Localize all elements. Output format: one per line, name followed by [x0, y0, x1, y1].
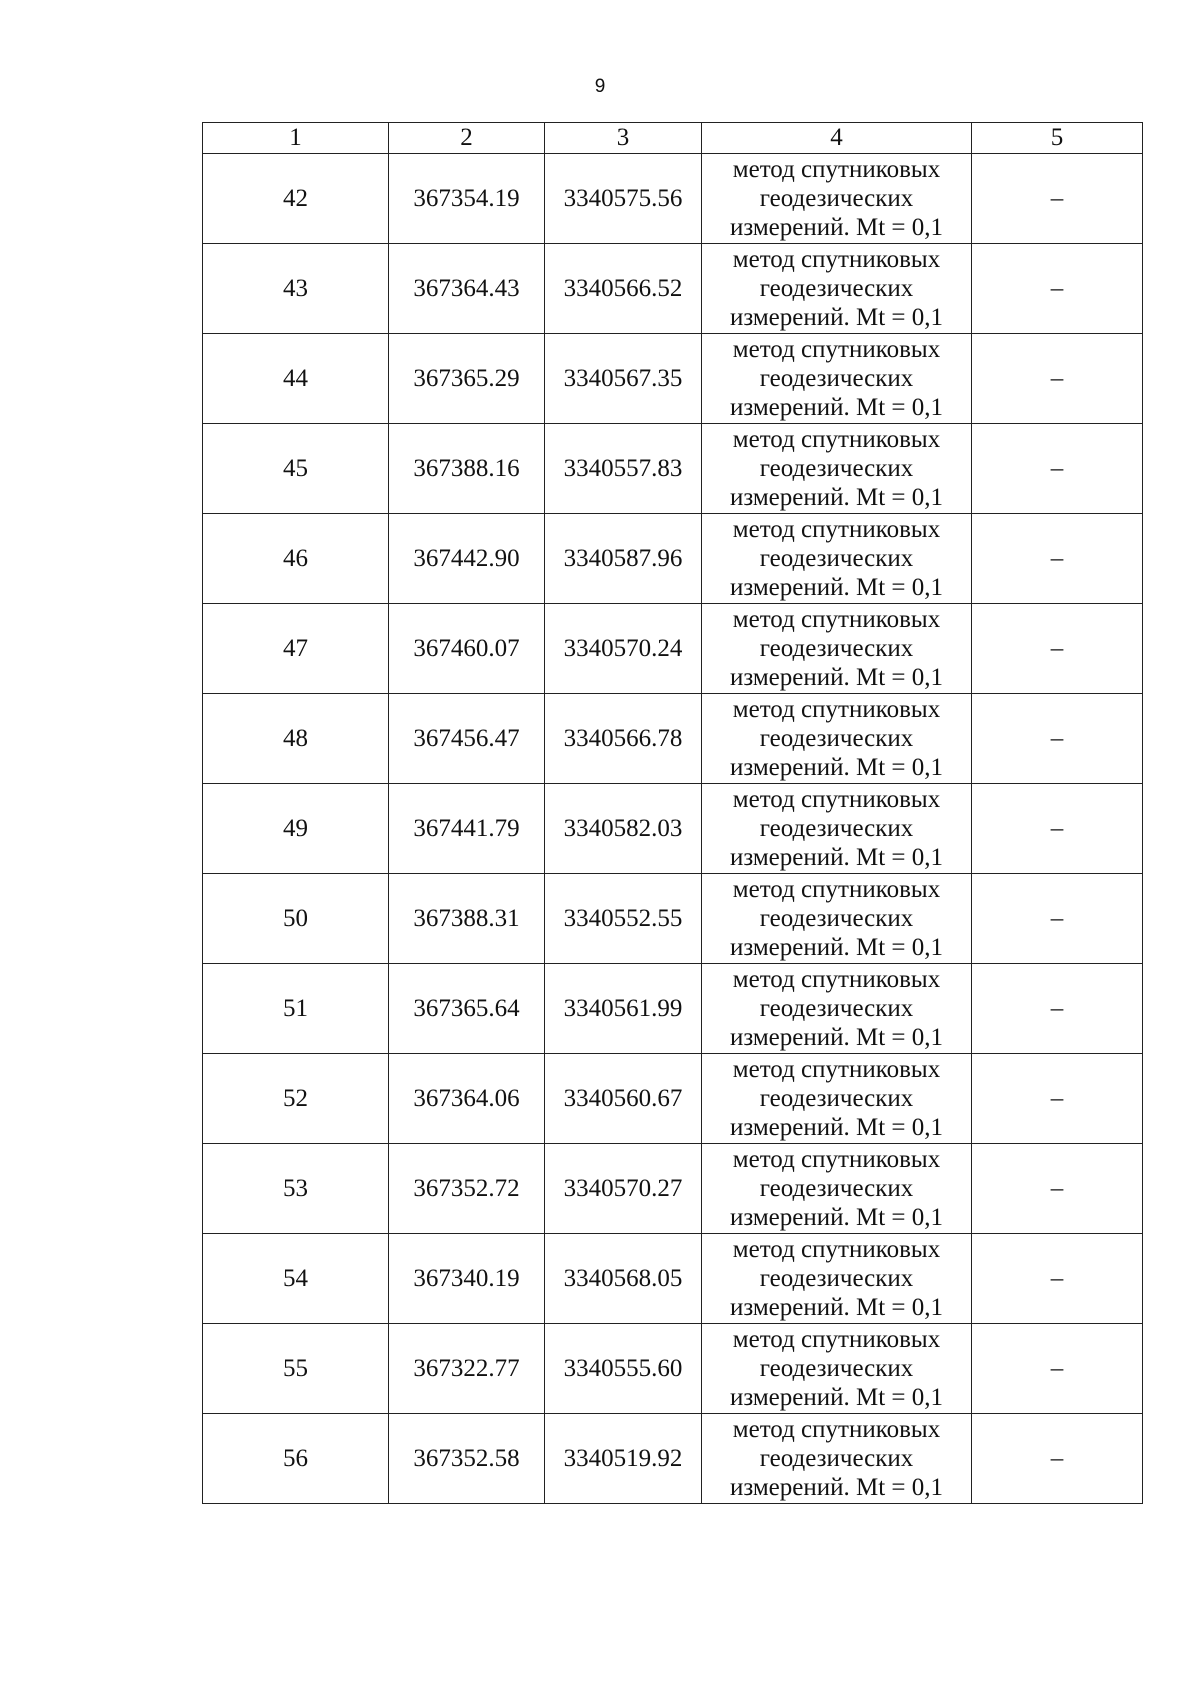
x-coordinate-cell: 367364.43 [389, 244, 545, 334]
note-cell: – [972, 424, 1143, 514]
point-number-cell: 46 [203, 514, 389, 604]
table-row [203, 874, 1143, 964]
x-coordinate-cell: 367365.64 [389, 964, 545, 1054]
x-coordinate-cell: 367388.16 [389, 424, 545, 514]
point-number-cell: 44 [203, 334, 389, 424]
y-coordinate-cell: 3340557.83 [545, 424, 702, 514]
x-coordinate-cell: 367354.19 [389, 154, 545, 244]
method-cell: метод спутниковых геодезических измерений. Mt = 0,1 [702, 784, 972, 874]
y-coordinate-cell: 3340566.52 [545, 244, 702, 334]
coordinates-table [202, 122, 1143, 1504]
y-coordinate-cell: 3340587.96 [545, 514, 702, 604]
page-number: 9 [594, 76, 606, 97]
y-coordinate-cell: 3340560.67 [545, 1054, 702, 1144]
table-row [203, 424, 1143, 514]
table-row [203, 1324, 1143, 1414]
method-cell: метод спутниковых геодезических измерений. Mt = 0,1 [702, 964, 972, 1054]
table-body [203, 154, 1143, 1504]
y-coordinate-cell: 3340582.03 [545, 784, 702, 874]
point-number-cell: 55 [203, 1324, 389, 1414]
method-cell: метод спутниковых геодезических измерений. Mt = 0,1 [702, 874, 972, 964]
note-cell: – [972, 1324, 1143, 1414]
x-coordinate-cell: 367352.72 [389, 1144, 545, 1234]
y-coordinate-cell: 3340567.35 [545, 334, 702, 424]
method-cell: метод спутниковых геодезических измерений. Mt = 0,1 [702, 1144, 972, 1234]
column-header-2: 2 [389, 123, 545, 154]
y-coordinate-cell: 3340519.92 [545, 1414, 702, 1504]
table-row [203, 694, 1143, 784]
table-row [203, 784, 1143, 874]
x-coordinate-cell: 367456.47 [389, 694, 545, 784]
method-cell: метод спутниковых геодезических измерений. Mt = 0,1 [702, 154, 972, 244]
point-number-cell: 56 [203, 1414, 389, 1504]
note-cell: – [972, 154, 1143, 244]
point-number-cell: 42 [203, 154, 389, 244]
x-coordinate-cell: 367442.90 [389, 514, 545, 604]
column-header-5: 5 [972, 123, 1143, 154]
note-cell: – [972, 604, 1143, 694]
x-coordinate-cell: 367352.58 [389, 1414, 545, 1504]
point-number-cell: 53 [203, 1144, 389, 1234]
method-cell: метод спутниковых геодезических измерений. Mt = 0,1 [702, 694, 972, 784]
method-cell: метод спутниковых геодезических измерений. Mt = 0,1 [702, 334, 972, 424]
method-cell: метод спутниковых геодезических измерений. Mt = 0,1 [702, 424, 972, 514]
y-coordinate-cell: 3340561.99 [545, 964, 702, 1054]
method-cell: метод спутниковых геодезических измерений. Mt = 0,1 [702, 604, 972, 694]
column-header-1: 1 [203, 123, 389, 154]
point-number-cell: 49 [203, 784, 389, 874]
y-coordinate-cell: 3340570.24 [545, 604, 702, 694]
point-number-cell: 52 [203, 1054, 389, 1144]
point-number-cell: 50 [203, 874, 389, 964]
note-cell: – [972, 1414, 1143, 1504]
method-cell: метод спутниковых геодезических измерений. Mt = 0,1 [702, 244, 972, 334]
x-coordinate-cell: 367388.31 [389, 874, 545, 964]
table-row [203, 334, 1143, 424]
table-row [203, 154, 1143, 244]
table-header-row [203, 123, 1143, 154]
point-number-cell: 48 [203, 694, 389, 784]
table-row [203, 1144, 1143, 1234]
note-cell: – [972, 694, 1143, 784]
x-coordinate-cell: 367364.06 [389, 1054, 545, 1144]
table-row [203, 1054, 1143, 1144]
method-cell: метод спутниковых геодезических измерений. Mt = 0,1 [702, 1324, 972, 1414]
x-coordinate-cell: 367340.19 [389, 1234, 545, 1324]
method-cell: метод спутниковых геодезических измерений. Mt = 0,1 [702, 1054, 972, 1144]
method-cell: метод спутниковых геодезических измерений. Mt = 0,1 [702, 1414, 972, 1504]
note-cell: – [972, 964, 1143, 1054]
y-coordinate-cell: 3340575.56 [545, 154, 702, 244]
point-number-cell: 43 [203, 244, 389, 334]
note-cell: – [972, 244, 1143, 334]
column-header-3: 3 [545, 123, 702, 154]
table-row [203, 964, 1143, 1054]
table-row [203, 1414, 1143, 1504]
column-header-4: 4 [702, 123, 972, 154]
note-cell: – [972, 784, 1143, 874]
note-cell: – [972, 1054, 1143, 1144]
x-coordinate-cell: 367441.79 [389, 784, 545, 874]
table-row [203, 1234, 1143, 1324]
x-coordinate-cell: 367365.29 [389, 334, 545, 424]
y-coordinate-cell: 3340555.60 [545, 1324, 702, 1414]
point-number-cell: 51 [203, 964, 389, 1054]
method-cell: метод спутниковых геодезических измерений. Mt = 0,1 [702, 1234, 972, 1324]
note-cell: – [972, 874, 1143, 964]
table-row [203, 244, 1143, 334]
note-cell: – [972, 514, 1143, 604]
y-coordinate-cell: 3340566.78 [545, 694, 702, 784]
point-number-cell: 45 [203, 424, 389, 514]
point-number-cell: 54 [203, 1234, 389, 1324]
point-number-cell: 47 [203, 604, 389, 694]
table-row [203, 514, 1143, 604]
note-cell: – [972, 1234, 1143, 1324]
note-cell: – [972, 1144, 1143, 1234]
note-cell: – [972, 334, 1143, 424]
y-coordinate-cell: 3340570.27 [545, 1144, 702, 1234]
y-coordinate-cell: 3340568.05 [545, 1234, 702, 1324]
method-cell: метод спутниковых геодезических измерений. Mt = 0,1 [702, 514, 972, 604]
x-coordinate-cell: 367322.77 [389, 1324, 545, 1414]
x-coordinate-cell: 367460.07 [389, 604, 545, 694]
table-row [203, 604, 1143, 694]
y-coordinate-cell: 3340552.55 [545, 874, 702, 964]
